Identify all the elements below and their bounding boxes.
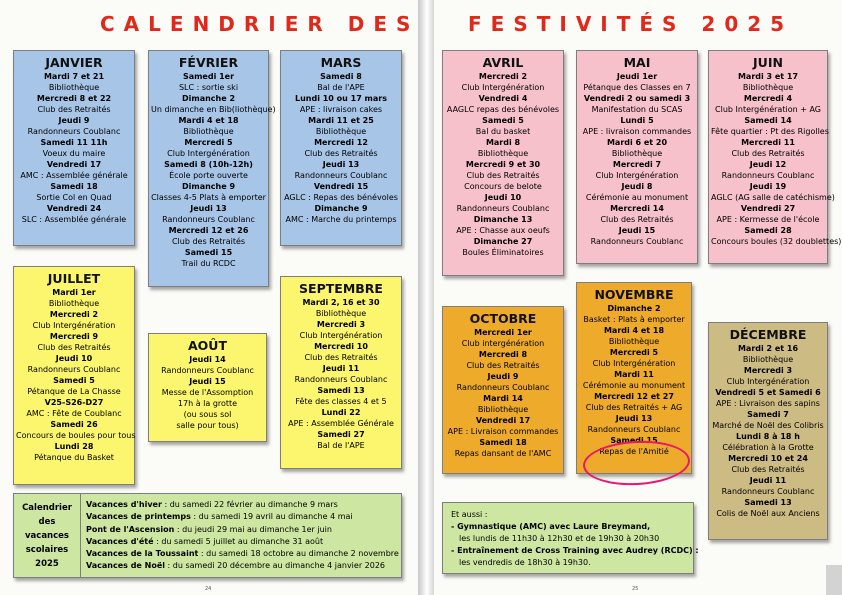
- event-description: Club Intergénération: [726, 377, 810, 386]
- event-date: Mercredi 1er: [474, 328, 532, 337]
- event-description: Club intergénération: [461, 339, 545, 348]
- event-date: V25-S26-D27: [44, 398, 104, 407]
- event-description: Bibliothèque: [477, 149, 529, 158]
- event-date: Mercredi 2: [478, 72, 528, 81]
- event-date: Jeudi 19: [749, 182, 787, 191]
- event-description: Randonneurs Coublanc: [590, 237, 684, 246]
- event-description: Sortie Col en Quad: [36, 193, 112, 202]
- event-description: APE : Chasse aux oeufs: [456, 226, 550, 235]
- event-description: Bibliothèque: [48, 299, 100, 308]
- month-box-octobre: [442, 306, 564, 474]
- event-date: Jeudi 13: [322, 160, 360, 169]
- holiday-name: Vacances de Noël: [86, 561, 165, 571]
- event-date: Mardi 8: [485, 138, 521, 147]
- event-description: Bibliothèque: [48, 83, 100, 92]
- event-date: Samedi 27: [317, 430, 365, 439]
- event-date: Samedi 26: [50, 420, 98, 429]
- event-description: Bal de l'APE: [317, 83, 365, 92]
- event-description: salle pour tous): [176, 421, 239, 430]
- event-description: Pétanque des Classes en 7: [583, 83, 691, 92]
- event-date: Mercredi 9: [49, 332, 99, 341]
- month-name: JUIN: [753, 55, 783, 70]
- event-description: APE : Livraison des sapins: [716, 399, 820, 408]
- event-description: Bibliothèque: [742, 83, 794, 92]
- event-description: Bibliothèque: [315, 309, 367, 318]
- event-date: Samedi 28: [744, 226, 792, 235]
- event-date: Mardi 3 et 17: [737, 72, 799, 81]
- event-description: Bibliothèque: [611, 149, 663, 158]
- event-description: Fête quartier : Pt des Rigolles: [711, 127, 829, 136]
- event-date: Lundi 28: [54, 442, 94, 451]
- holiday-dates: : du samedi 18 octobre au dimanche 2 novembre: [200, 549, 399, 559]
- event-date: Lundi 8 à 18 h: [736, 432, 800, 441]
- event-date: Mercredi 5: [184, 138, 233, 147]
- event-date: Jeudi 9: [487, 372, 519, 381]
- event-description: Concours de boules pour tous: [16, 431, 136, 440]
- event-description: AMC : Assemblée générale: [20, 171, 128, 180]
- extra-line: - Gymnastique (AMC) avec Laure Breymand,: [451, 522, 651, 531]
- event-description: Randonneurs Coublanc: [721, 487, 815, 496]
- month-name: FÉVRIER: [178, 55, 239, 70]
- event-date: Samedi 15: [184, 248, 233, 257]
- page-corner: [826, 565, 842, 595]
- holiday-name: Pont de l'Ascension: [86, 524, 175, 534]
- event-date: Mardi 6 et 20: [606, 138, 668, 147]
- event-date: Vendredi 5 et Samedi 6: [715, 388, 821, 397]
- event-date: Vendredi 27: [740, 204, 796, 213]
- month-name: MAI: [623, 55, 651, 70]
- event-description: Concours boules (32 doublettes): [711, 237, 842, 246]
- holiday-row: [86, 524, 399, 536]
- event-description: Club des Retraités + AG: [585, 403, 683, 412]
- event-date: Samedi 18: [50, 182, 98, 191]
- page-number-right: 25: [632, 586, 639, 592]
- event-date: Samedi 8: [320, 72, 362, 81]
- event-description: Randonneurs Coublanc: [27, 127, 121, 136]
- month-name: JANVIER: [45, 55, 103, 70]
- holiday-name: Vacances d'hiver: [86, 500, 162, 509]
- event-date: Mardi 4 et 18: [603, 326, 665, 335]
- event-description: Randonneurs Coublanc: [721, 171, 815, 180]
- month-name: AVRIL: [482, 55, 524, 70]
- event-description: APE : livraison commandes: [582, 127, 692, 136]
- page-number-left: 24: [205, 586, 212, 592]
- holiday-row: [86, 560, 399, 572]
- event-description: Club des Retraités: [466, 171, 540, 180]
- event-date: Mercredi 3: [316, 320, 366, 329]
- extra-line: les lundis de 11h30 à 12h30 et de 19h30 à 20h30: [459, 534, 660, 543]
- event-description: École porte ouverte: [169, 171, 248, 180]
- event-description: 17h à la grotte: [177, 399, 238, 408]
- event-description: Club des Retraités: [171, 237, 246, 246]
- event-description: APE : Livraison commandes: [447, 427, 559, 436]
- holiday-name: Vacances d'été: [86, 536, 154, 546]
- event-description: Pétanque du Basket: [34, 453, 114, 462]
- event-description: Bibliothèque: [477, 405, 529, 414]
- event-date: Mercredi 3: [743, 366, 793, 375]
- event-description: Bibliothèque: [183, 127, 234, 136]
- event-description: Cérémonie au monument: [585, 193, 689, 202]
- event-description: Club des Retraités: [37, 343, 111, 352]
- event-date: Vendredi 2 ou samedi 3: [583, 94, 691, 103]
- event-date: Jeudi 15: [618, 226, 656, 235]
- event-date: Samedi 8 (10h-12h): [164, 160, 253, 169]
- event-description: Un dimanche en Bib(liothèque): [151, 105, 276, 114]
- event-date: Dimanche 27: [473, 237, 533, 246]
- event-description: Club Intergénération: [595, 171, 679, 180]
- month-name: JUILLET: [47, 271, 101, 286]
- event-date: Vendredi 17: [46, 160, 102, 169]
- holiday-name: Vacances de printemps: [86, 512, 191, 522]
- event-date: Dimanche 9: [314, 204, 368, 213]
- event-date: Samedi 5: [482, 116, 524, 125]
- event-date: Mercredi 14: [610, 204, 664, 213]
- event-description: Bal du basket: [475, 127, 531, 136]
- event-description: Repas dansant de l'AMC: [454, 449, 552, 458]
- event-date: Vendredi 4: [478, 94, 528, 103]
- event-date: Mercredi 9 et 30: [465, 160, 541, 169]
- event-date: Mercredi 12: [314, 138, 368, 147]
- event-date: Mercredi 2: [49, 310, 99, 319]
- month-box-aout: [148, 333, 267, 442]
- event-description: APE : Kermesse de l'école: [716, 215, 820, 224]
- holiday-row: [86, 548, 399, 560]
- event-description: Repas de l'Amitié: [599, 447, 669, 456]
- event-description: Club Intergénération: [167, 149, 250, 158]
- event-description: Messe de l'Assomption: [161, 388, 254, 397]
- month-box-mai: [576, 50, 698, 264]
- extra-line: Et aussi :: [451, 510, 488, 519]
- event-date: Mercredi 7: [612, 160, 662, 169]
- event-date: Samedi 18: [479, 438, 527, 447]
- event-description: Randonneurs Coublanc: [456, 204, 550, 213]
- event-description: Club des Retraités: [304, 353, 378, 362]
- event-description: Bal de l'APE: [317, 441, 365, 450]
- extra-activities-box: [442, 502, 699, 574]
- event-date: Dimanche 13: [473, 215, 533, 224]
- event-date: Samedi 11 11h: [40, 138, 108, 147]
- event-date: Mercredi 12 et 26: [168, 226, 249, 235]
- school-holidays-label-word: vacances: [25, 530, 69, 541]
- event-description: Marché de Noël des Colibris: [712, 421, 824, 430]
- event-date: Samedi 14: [744, 116, 792, 125]
- event-date: Mardi 11: [614, 370, 654, 379]
- event-date: Vendredi 17: [475, 416, 531, 425]
- event-description: Randonneurs Coublanc: [161, 366, 254, 375]
- event-description: AGLC : Repas des bénévoles: [284, 193, 398, 202]
- month-box-janvier: [13, 50, 135, 246]
- extra-line: - Entraînement de Cross Training avec Audrey (RCDC) :: [451, 546, 699, 555]
- holiday-name: Vacances de la Toussaint: [86, 549, 199, 559]
- event-date: Samedi 7: [747, 410, 789, 419]
- event-description: Manifestation du SCAS: [591, 105, 683, 114]
- event-date: Mercredi 12 et 27: [594, 392, 674, 401]
- event-description: Club Intergénération: [592, 359, 676, 368]
- event-description: Club Intergénération: [32, 321, 116, 330]
- event-date: Dimanche 9: [181, 182, 236, 191]
- month-name: AOÛT: [188, 338, 227, 353]
- event-date: Mardi 7 et 21: [43, 72, 105, 81]
- event-description: Célébration à la Grotte: [722, 443, 814, 452]
- holiday-row: [86, 511, 399, 523]
- school-holidays-label-word: 2025: [35, 558, 59, 569]
- event-date: Jeudi 10: [484, 193, 522, 202]
- event-description: Club Intergénération: [299, 331, 383, 340]
- event-date: Samedi 15: [610, 436, 658, 445]
- event-date: Mercredi 4: [743, 94, 793, 103]
- extra-line: les vendredis de 18h30 à 19h30.: [459, 558, 591, 567]
- event-date: Jeudi 10: [55, 354, 93, 363]
- event-date: Mardi 14: [483, 394, 523, 403]
- month-name: OCTOBRE: [469, 311, 537, 326]
- event-description: Club des Retraités: [304, 149, 378, 158]
- holiday-row: [86, 536, 399, 548]
- month-name: MARS: [320, 55, 362, 70]
- month-box-juin: [708, 50, 842, 264]
- month-name: DÉCEMBRE: [729, 327, 807, 342]
- event-description: AGLC (AG salle de catéchisme): [711, 193, 835, 202]
- event-date: Mercredi 5: [609, 348, 659, 357]
- event-date: Mercredi 10: [314, 342, 368, 351]
- event-date: Lundi 22: [321, 408, 361, 417]
- event-description: Fête des classes 4 et 5: [295, 397, 387, 406]
- event-date: Dimanche 2: [607, 304, 661, 313]
- event-date: Jeudi 13: [615, 414, 653, 423]
- event-date: Jeudi 11: [749, 476, 787, 485]
- event-date: Mardi 2, 16 et 30: [302, 298, 380, 307]
- holiday-dates: : du samedi 19 avril au dimanche 4 mai: [193, 512, 353, 522]
- event-date: Jeudi 8: [621, 182, 653, 191]
- school-holidays-label-word: Calendrier: [22, 502, 72, 513]
- title-right: FESTIVITÉS 2025: [468, 12, 794, 36]
- event-date: Mercredi 8: [478, 350, 528, 359]
- event-date: Jeudi 15: [189, 377, 226, 386]
- school-holidays-list: [86, 499, 399, 573]
- school-holidays-label-word: des: [38, 516, 56, 527]
- event-date: Jeudi 12: [749, 160, 787, 169]
- event-description: AMC : Marche du printemps: [285, 215, 397, 224]
- event-description: Club des Retraités: [37, 105, 111, 114]
- event-description: Randonneurs Coublanc: [294, 375, 388, 384]
- month-box-decembre: [708, 322, 828, 540]
- month-name: NOVEMBRE: [594, 287, 674, 302]
- holiday-row: [86, 499, 399, 511]
- event-date: Mercredi 8 et 22: [36, 94, 112, 103]
- event-date: Mardi 1er: [52, 288, 96, 297]
- event-description: Club des Retraités: [466, 361, 540, 370]
- event-description: Randonneurs Coublanc: [294, 171, 388, 180]
- event-date: Vendredi 24: [46, 204, 102, 213]
- event-description: Cérémonie au monument: [582, 381, 686, 390]
- month-name: SEPTEMBRE: [299, 281, 383, 296]
- event-date: Mercredi 10 et 24: [728, 454, 808, 463]
- event-date: Mardi 11 et 25: [308, 116, 374, 125]
- event-description: Club des Retraités: [600, 215, 674, 224]
- event-description: SLC : sortie ski: [178, 83, 239, 92]
- event-date: Jeudi 11: [322, 364, 360, 373]
- month-box-avril: [442, 50, 564, 276]
- event-description: AMC : Fête de Coublanc: [26, 409, 122, 418]
- event-description: APE : Assemblée Générale: [288, 419, 394, 428]
- holiday-dates: : du samedi 22 février au dimanche 9 mars: [164, 500, 338, 509]
- event-description: (ou sous sol: [183, 410, 232, 419]
- event-description: Bibliothèque: [608, 337, 660, 346]
- event-description: Club des Retraités: [731, 149, 805, 158]
- holiday-dates: : du samedi 5 juillet au dimanche 31 août: [156, 536, 324, 546]
- event-description: Randonneurs Coublanc: [587, 425, 681, 434]
- event-date: Samedi 13: [744, 498, 792, 507]
- event-date: Jeudi 1er: [616, 72, 658, 81]
- event-description: Boules Éliminatoires: [462, 248, 544, 257]
- event-date: Jeudi 9: [58, 116, 90, 125]
- event-date: Samedi 5: [53, 376, 95, 385]
- title-left: CALENDRIER DES: [100, 12, 420, 36]
- holiday-dates: : du samedi 20 décembre au dimanche 4 janvier 2026: [167, 561, 386, 571]
- event-description: Classes 4-5 Plats à emporter: [151, 193, 266, 202]
- event-description: Club Intergénération: [461, 83, 545, 92]
- event-date: Lundi 5: [620, 116, 654, 125]
- event-description: Club Intergénération + AG: [715, 105, 821, 114]
- book-gutter: [418, 0, 434, 595]
- event-date: Dimanche 2: [181, 94, 236, 103]
- event-description: Bibliothèque: [315, 127, 367, 136]
- event-date: Samedi 13: [317, 386, 365, 395]
- event-description: Bibliothèque: [742, 355, 794, 364]
- event-description: SLC : Assemblée générale: [21, 215, 127, 224]
- event-date: Jeudi 13: [190, 204, 227, 213]
- event-description: Voeux du maire: [42, 149, 106, 158]
- event-date: Mardi 4 et 18: [178, 116, 239, 125]
- event-description: Basket : Plats à emporter: [583, 315, 685, 324]
- event-date: Mardi 2 et 16: [737, 344, 799, 353]
- school-holidays-label: [14, 494, 81, 577]
- event-description: Pétanque de La Chasse: [27, 387, 121, 396]
- school-holidays-box: [13, 493, 402, 578]
- event-description: Randonneurs Coublanc: [162, 215, 255, 224]
- school-holidays-label-word: scolaires: [25, 544, 69, 555]
- event-description: Colis de Noël aux Anciens: [716, 509, 820, 518]
- event-date: Jeudi 14: [189, 355, 226, 364]
- month-box-mars: [280, 50, 402, 246]
- event-date: Vendredi 15: [313, 182, 369, 191]
- event-description: Randonneurs Coublanc: [456, 383, 550, 392]
- holiday-dates: : du jeudi 29 mai au dimanche 1er juin: [176, 524, 332, 534]
- event-date: Lundi 10 ou 17 mars: [295, 94, 387, 103]
- event-description: Randonneurs Coublanc: [27, 365, 121, 374]
- event-description: AAGLC repas des bénévoles: [446, 105, 560, 114]
- month-box-fevrier: [148, 50, 276, 287]
- event-description: Concours de belote: [464, 182, 542, 191]
- month-box-septembre: [280, 276, 402, 469]
- event-description: APE : livraison cakes: [299, 105, 383, 114]
- month-box-juillet: [13, 266, 135, 485]
- event-date: Samedi 1er: [182, 72, 235, 81]
- event-date: Mercredi 11: [741, 138, 795, 147]
- event-description: Trail du RCDC: [181, 259, 236, 268]
- event-description: Club des Retraités: [731, 465, 805, 474]
